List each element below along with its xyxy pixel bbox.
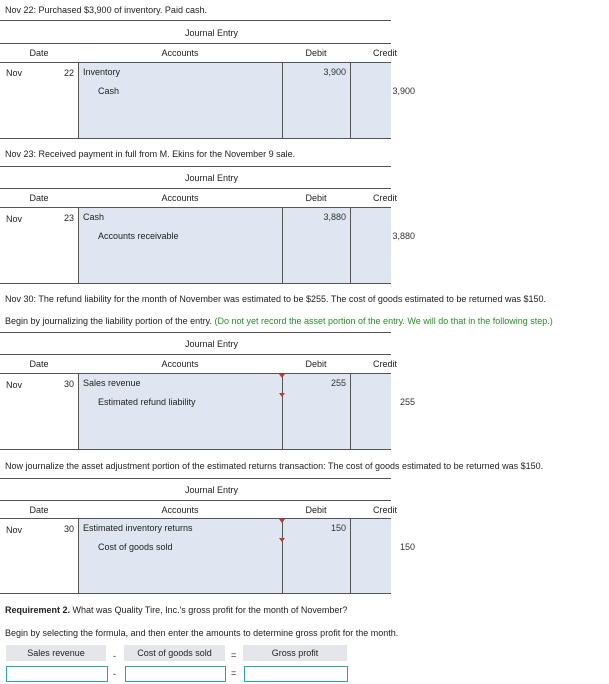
entry2-credit-amount[interactable]: 3,880 <box>392 231 415 241</box>
entry3-credit-amount[interactable]: 255 <box>399 397 415 407</box>
entry3-instruction-hint: (Do not yet record the asset portion of the entry. We will do that in the following step.) <box>214 316 553 326</box>
divider <box>0 500 391 501</box>
entry3-debit-header: Debit <box>305 359 327 369</box>
gross-profit-input[interactable] <box>244 666 348 682</box>
entry3-journal-title: Journal Entry <box>184 339 239 349</box>
divider <box>78 373 79 449</box>
divider <box>0 138 391 139</box>
entry1-month: Nov <box>6 68 23 78</box>
entry1-credit-amount[interactable]: 3,900 <box>392 86 415 96</box>
requirement-question: What was Quality Tire, Inc.'s gross profit for the month of November? <box>72 605 348 615</box>
divider <box>0 332 391 333</box>
entry4-credit-amount[interactable]: 150 <box>399 542 415 552</box>
formula-result-header[interactable]: Gross profit <box>243 645 347 661</box>
entry1-date-header: Date <box>29 48 49 58</box>
divider <box>350 373 351 449</box>
entry2-month: Nov <box>6 214 23 224</box>
divider <box>350 518 351 593</box>
entry3-credit-account[interactable]: Estimated refund liability <box>98 397 196 407</box>
divider <box>78 518 79 593</box>
entry4-debit-header: Debit <box>305 505 327 515</box>
divider <box>0 20 391 21</box>
entry4-journal-title: Journal Entry <box>184 485 239 495</box>
sales-revenue-input[interactable] <box>6 666 108 682</box>
divider <box>0 354 391 355</box>
entry2-accounts-cell[interactable] <box>78 208 282 283</box>
entry3-month: Nov <box>6 380 23 390</box>
entry1-description: Nov 22: Purchased $3,900 of inventory. Paid cash. <box>5 5 207 15</box>
divider <box>0 283 391 284</box>
divider <box>0 593 391 594</box>
formula-op2-header: = <box>231 650 237 660</box>
entry4-description: Now journalize the asset adjustment portion of the estimated returns transaction: The cost of goods estimated to be returned was $150. <box>5 461 544 471</box>
entry3-debit-amount[interactable]: 255 <box>330 378 346 388</box>
divider <box>78 62 79 138</box>
entry1-accounts-header: Accounts <box>161 48 199 58</box>
entry3-instruction: Begin by journalizing the liability portion of the entry. <box>5 316 212 326</box>
entry1-debit-amount[interactable]: 3,900 <box>323 67 346 77</box>
entry2-debit-amount[interactable]: 3,880 <box>323 212 346 222</box>
entry1-credit-account[interactable]: Cash <box>98 86 120 96</box>
entry2-credit-account[interactable]: Accounts receivable <box>98 231 179 241</box>
entry3-accounts-header: Accounts <box>161 359 199 369</box>
divider <box>0 166 391 167</box>
entry1-debit-account[interactable]: Inventory <box>83 67 121 77</box>
entry3-instruction-line <box>5 316 553 326</box>
entry4-day: 30 <box>64 524 75 534</box>
entry1-debit-header: Debit <box>305 48 327 58</box>
divider <box>350 207 351 283</box>
entry3-date-header: Date <box>29 359 49 369</box>
entry1-credit-header: Credit <box>372 48 397 58</box>
formula-op2: = <box>231 668 237 678</box>
requirement-instruction: Begin by selecting the formula, and then enter the amounts to determine gross profit for the month. <box>5 628 399 638</box>
entry4-date-header: Date <box>29 505 49 515</box>
formula-term2-header[interactable]: Cost of goods sold <box>124 645 225 661</box>
entry3-credit-header: Credit <box>372 359 397 369</box>
entry4-credit-header: Credit <box>372 505 397 515</box>
entry2-credit-cell[interactable] <box>351 208 391 283</box>
divider <box>78 207 79 283</box>
entry2-credit-header: Credit <box>372 193 397 203</box>
entry2-description: Nov 23: Received payment in full from M. Ekins for the November 9 sale. <box>5 149 296 159</box>
requirement-2 <box>5 605 347 615</box>
entry3-credit-cell[interactable] <box>351 374 391 449</box>
entry4-debit-amount[interactable]: 150 <box>330 523 346 533</box>
error-marker-icon <box>279 538 285 542</box>
cost-of-goods-sold-input[interactable] <box>125 666 226 682</box>
formula-op1-header: - <box>113 651 116 661</box>
entry3-description: Nov 30: The refund liability for the month of November was estimated to be $255. The cost of goods estimated to be returned was $150. <box>5 294 546 304</box>
entry2-accounts-header: Accounts <box>161 193 199 203</box>
entry3-day: 30 <box>64 379 75 389</box>
entry4-month: Nov <box>6 525 23 535</box>
divider <box>0 478 391 479</box>
entry2-day: 23 <box>64 213 75 223</box>
error-marker-icon <box>279 393 285 397</box>
formula-term1-header[interactable]: Sales revenue <box>6 645 106 661</box>
entry1-day: 22 <box>64 68 75 78</box>
entry2-date-header: Date <box>29 193 49 203</box>
formula-op1: - <box>113 669 116 679</box>
entry4-accounts-header: Accounts <box>161 505 199 515</box>
entry2-journal-title: Journal Entry <box>184 173 239 183</box>
divider <box>350 62 351 138</box>
requirement-label: Requirement 2. <box>5 605 71 615</box>
entry4-credit-cell[interactable] <box>351 519 391 593</box>
entry2-debit-header: Debit <box>305 193 327 203</box>
entry2-debit-account[interactable]: Cash <box>83 212 105 222</box>
divider <box>0 449 391 450</box>
entry1-credit-cell[interactable] <box>351 63 391 138</box>
divider <box>0 188 391 189</box>
entry4-debit-account[interactable]: Estimated inventory returns <box>83 523 193 533</box>
entry4-credit-account[interactable]: Cost of goods sold <box>98 542 173 552</box>
entry1-journal-title: Journal Entry <box>184 28 239 38</box>
entry3-debit-account[interactable]: Sales revenue <box>83 378 141 388</box>
divider <box>0 43 391 44</box>
